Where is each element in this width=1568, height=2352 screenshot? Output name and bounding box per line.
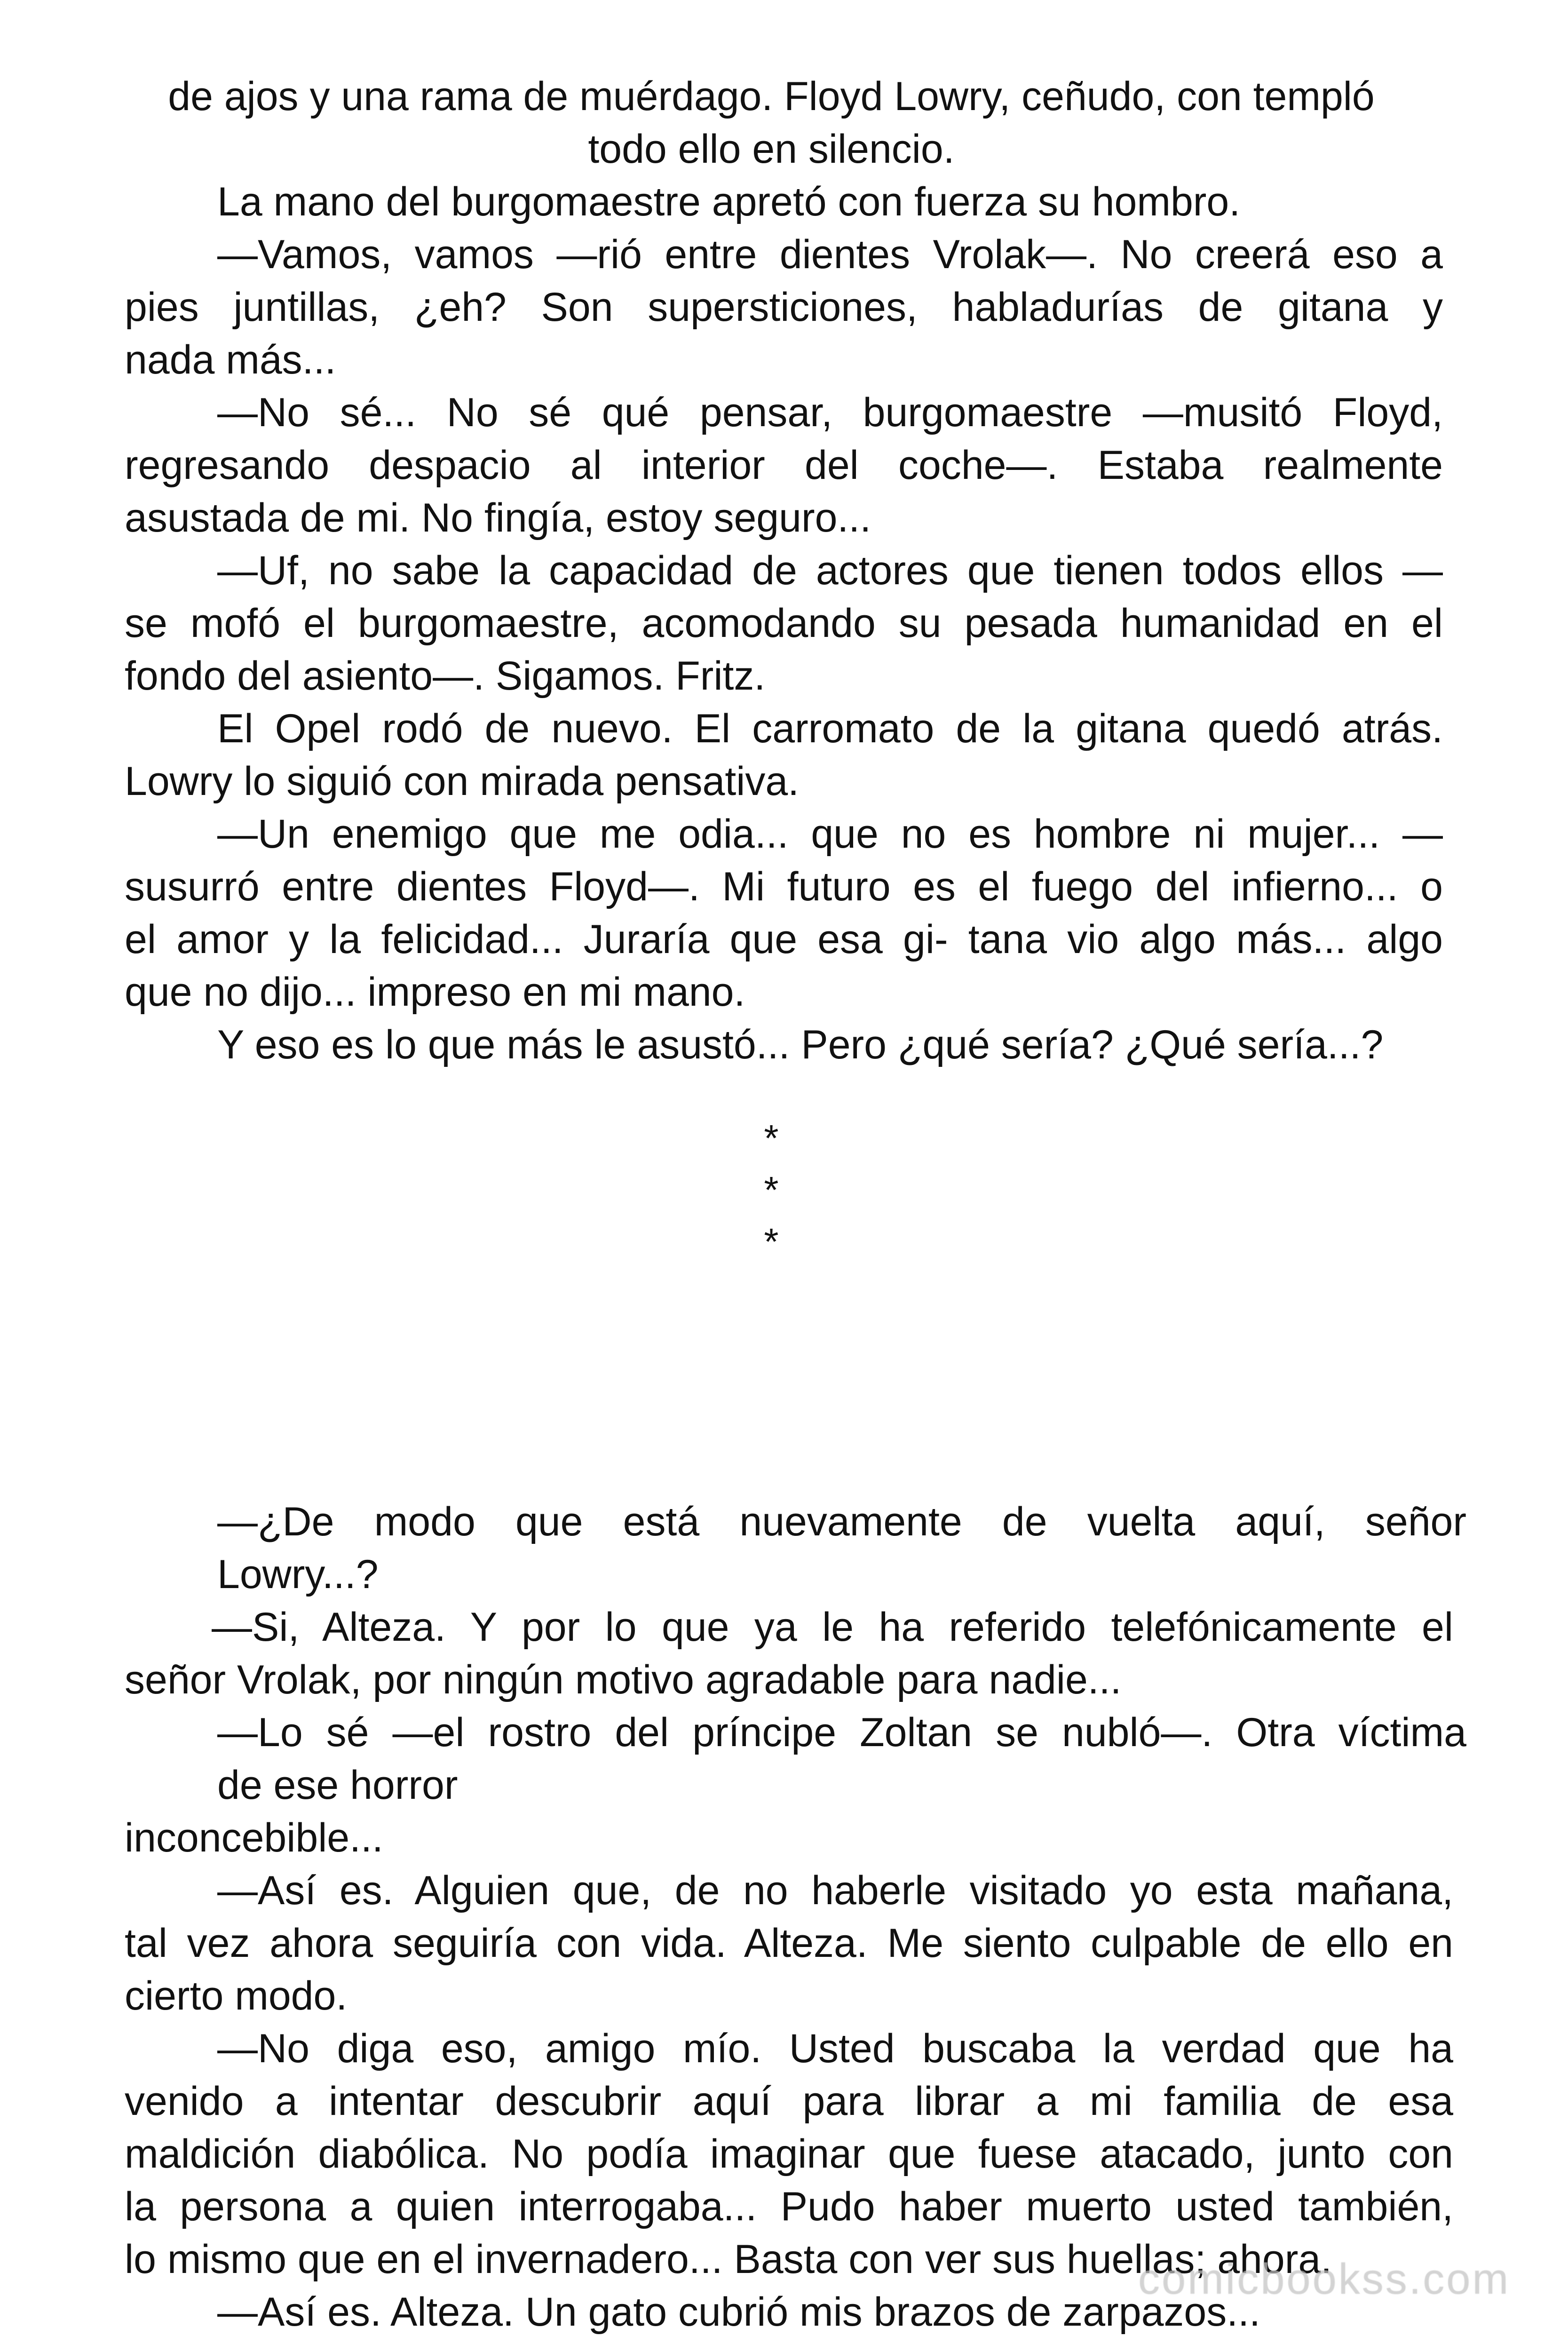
text-line: Lowry lo siguió con mirada pensativa. <box>125 759 800 804</box>
text-line: todo ello en silencio. <box>588 127 955 172</box>
text-line: —Vamos, vamos —rió entre dientes Vrolak—. No creerá eso a <box>217 232 1443 277</box>
text-line: pies juntillas, ¿eh? Son supersticiones, habladurías de gitana y <box>125 285 1443 330</box>
section-separator-star: * <box>764 1221 779 1263</box>
text-line: —Uf, no sabe la capacidad de actores que tienen todos ellos — <box>217 548 1443 593</box>
text-line: —No sé... No sé qué pensar, burgomaestre —musitó Floyd, <box>217 390 1443 435</box>
text-line: fondo del asiento—. Sigamos. Fritz. <box>125 653 766 699</box>
text-line: maldición diabólica. No podía imaginar que fuese atacado, junto con <box>125 2131 1453 2177</box>
text-line: señor Vrolak, por ningún motivo agradable para nadie... <box>125 1657 1122 1702</box>
text-line: —Lo sé —el rostro del príncipe Zoltan se nubló—. Otra víctima <box>217 1710 1466 1755</box>
text-line: el amor y la felicidad... Juraría que esa gi- tana vio algo más... algo <box>125 917 1443 962</box>
text-line: regresando despacio al interior del coche—. Estaba realmente <box>125 443 1443 488</box>
section-separator-star: * <box>764 1169 779 1211</box>
section-separator-star: * <box>764 1117 779 1159</box>
text-line: —Así es. Alteza. Un gato cubrió mis brazos de zarpazos... <box>217 2289 1260 2335</box>
text-line: cierto modo. <box>125 1973 348 2018</box>
text-line: lo mismo que en el invernadero... Basta con ver sus huellas; ahora. <box>125 2237 1332 2282</box>
text-line: —¿De modo que está nuevamente de vuelta aquí, señor <box>217 1499 1466 1544</box>
text-line: —Un enemigo que me odia... que no es hombre ni mujer... — <box>217 811 1443 857</box>
text-line: venido a intentar descubrir aquí para librar a mi familia de esa <box>125 2079 1453 2124</box>
watermark: comicbookss.com <box>1138 2255 1511 2303</box>
text-line: La mano del burgomaestre apretó con fuerza su hombro. <box>217 179 1241 224</box>
text-line: inconcebible... <box>125 1815 383 1860</box>
text-line: Y eso es lo que más le asustó... Pero ¿qué sería? ¿Qué sería...? <box>217 1022 1384 1067</box>
text-line: que no dijo... impreso en mi mano. <box>125 969 745 1015</box>
text-line: la persona a quien interrogaba... Pudo haber muerto usted también, <box>125 2184 1453 2229</box>
text-line: susurró entre dientes Floyd—. Mi futuro es el fuego del infierno... o <box>125 864 1443 909</box>
text-line: Lowry...? <box>217 1552 379 1597</box>
text-line: nada más... <box>125 337 336 382</box>
text-line: asustada de mi. No fingía, estoy seguro... <box>125 495 871 540</box>
text-line: —Así es. Alguien que, de no haberle visitado yo esta mañana, <box>217 1868 1453 1913</box>
text-line: se mofó el burgomaestre, acomodando su pesada humanidad en el <box>125 601 1443 646</box>
text-line: —Si, Alteza. Y por lo que ya le ha referido telefónicamente el <box>212 1605 1453 1650</box>
text-line: de ajos y una rama de muérdago. Floyd Lowry, ceñudo, con templó <box>168 74 1375 119</box>
text-line: —No diga eso, amigo mío. Usted buscaba la verdad que ha <box>217 2026 1453 2071</box>
text-line: de ese horror <box>217 1763 458 1808</box>
text-line: tal vez ahora seguiría con vida. Alteza. Me siento culpable de ello en <box>125 1921 1453 1966</box>
text-line: El Opel rodó de nuevo. El carromato de la gitana quedó atrás. <box>217 706 1443 751</box>
